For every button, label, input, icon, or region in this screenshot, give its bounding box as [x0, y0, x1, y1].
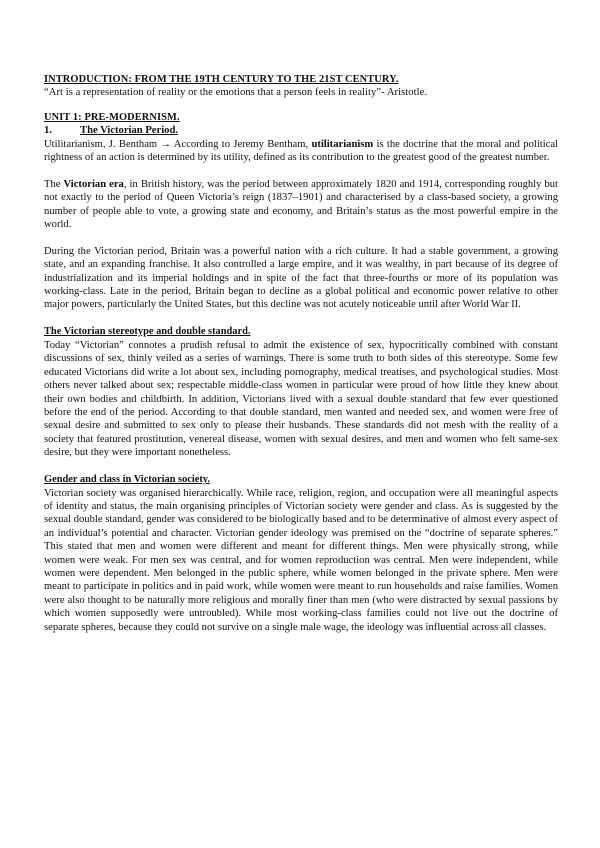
- section-number: 1.: [44, 125, 52, 137]
- document-page: [44, 73, 558, 634]
- victorian-era-paragraph: [44, 178, 558, 232]
- section-title: The Victorian Period.: [80, 125, 178, 137]
- utilitarianism-text-after: is the doctrine that the moral and political rightness of an action is determined by its utility, defined as its contribution to the greatest good of the greatest number.: [44, 138, 558, 164]
- victorian-era-text-before: The: [44, 178, 64, 190]
- utilitarianism-text-before: Utilitarianism, J. Bentham → According to Jeremy Bentham,: [44, 138, 312, 150]
- gender-class-paragraph: Victorian society was organised hierarchically. While race, religion, region, and occupation were all meaningful aspects of identity and status, the main organising principles of Victorian society were gender and class. As is suggested by the sexual double standard, gender was considered to be biologically based and to be determinative of almost every aspect of an individual’s potential and character. Victorian gender ideology was premised on the “doctrine of separate spheres.” This stated that men and women were different and meant for different things. Men were physically strong, while women were weak. For men sex was central, and for women reproduction was central. Men were independent, while women were dependent. Men belonged in the public sphere, while women belonged in the private sphere. Men were meant to participate in politics and in paid work, while women were meant to run households and raise families. Women were also thought to be naturally more religious and morally finer than men (who were distracted by sexual passions by which women supposedly were untroubled). While most working-class families could not live out the doctrine of separate spheres, because they could not survive on a single male wage, the ideology was influential across all classes.: [44, 487, 558, 633]
- intro-title: INTRODUCTION: FROM THE 19TH CENTURY TO THE 21ST CENTURY.: [44, 74, 399, 85]
- section-heading: [44, 124, 558, 137]
- britain-paragraph: During the Victorian period, Britain was a powerful nation with a rich culture. It had a stable government, a growing state, and an expanding franchise. It also controlled a large empire, and it was wealthy, in part because of its degree of industrialization and its imperial holdings and in spite of the fact that three-fourths or more of its population was working-class. Late in the period, Britain began to decline as a global political and economic power relative to other major powers, particularly the United States, but this decline was not acutely noticeable until after World War II.: [44, 245, 558, 311]
- utilitarianism-term: utilitarianism: [311, 138, 374, 150]
- stereotype-paragraph: Today “Victorian” connotes a prudish refusal to admit the existence of sex, hypocritically combined with constant discussions of sex, thinly veiled as a series of warnings. There is some truth to both sides of this stereotype. Some few educated Victorians did write a lot about sex, including pornography, medical treatises, and psychological studies. Most others never talked about sex; respectable middle-class women in particular were proud of how little they knew about their own bodies and childbirth. In addition, Victorians lived with a sexual double standard that few ever questioned before the end of the period. According to that double standard, men wanted and needed sex, and women were free of sexual desire and submitted to sex only to please their husbands. These standards did not mesh with the reality of a society that featured prostitution, venereal disease, women with sexual desires, and men and women who felt same-sex desire, but they were important nonetheless.: [44, 339, 558, 459]
- victorian-era-text-after: , in British history, was the period between approximately 1820 and 1914, corresponding roughly but not exactly to the period of Queen Victoria’s reign (1837–1901) and characterised by a class-based society, a growing number of people able to vote, a growing state and economy, and Britain’s status as the most powerful empire in the world.: [44, 178, 558, 231]
- gender-class-heading: Gender and class in Victorian society.: [44, 474, 211, 486]
- utilitarianism-paragraph: [44, 138, 558, 165]
- victorian-era-term: Victorian era: [63, 178, 124, 190]
- aristotle-quote: “Art is a representation of reality or the emotions that a person feels in reality”- Aristotle.: [44, 87, 428, 99]
- stereotype-heading: The Victorian stereotype and double standard.: [44, 326, 251, 338]
- unit-title: UNIT 1: PRE-MODERNISM.: [44, 111, 180, 123]
